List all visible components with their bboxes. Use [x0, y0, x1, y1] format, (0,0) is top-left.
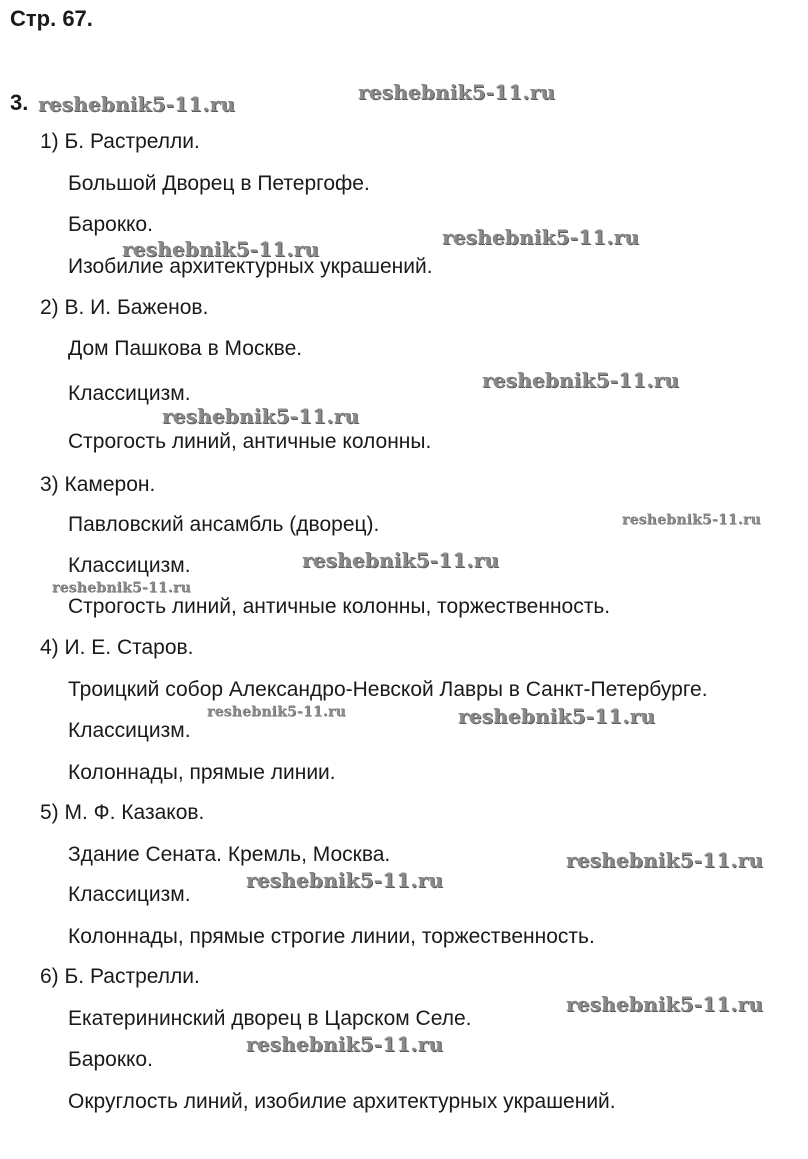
list-item-head: 4) И. Е. Старов. — [40, 636, 194, 659]
list-item-detail: Строгость линий, античные колонны. — [68, 430, 432, 453]
watermark: reshebnik5-11.ru — [482, 368, 680, 392]
watermark: reshebnik5-11.ru — [52, 580, 191, 596]
watermark: reshebnik5-11.ru — [302, 548, 500, 572]
list-item-head: 6) Б. Растрелли. — [40, 965, 200, 988]
list-item-detail: Барокко. — [68, 1048, 153, 1071]
list-item-detail: Троицкий собор Александро-Невской Лавры в Санкт-Петербурге. — [68, 678, 708, 701]
list-item-detail: Изобилие архитектурных украшений. — [68, 255, 433, 278]
task-number: 3. — [10, 90, 29, 115]
list-item-head: 2) В. И. Баженов. — [40, 296, 209, 319]
page-title: Стр. 67. — [10, 6, 93, 31]
list-item-detail: Павловский ансамбль (дворец). — [68, 513, 380, 536]
list-item-detail: Колоннады, прямые строгие линии, торжественность. — [68, 925, 595, 948]
list-item-detail: Классицизм. — [68, 883, 191, 906]
list-item-detail: Округлость линий, изобилие архитектурных украшений. — [68, 1090, 616, 1113]
list-item-detail: Барокко. — [68, 213, 153, 236]
list-item-detail: Колоннады, прямые линии. — [68, 761, 336, 784]
watermark: reshebnik5-11.ru — [622, 512, 761, 528]
list-item-head: 3) Камерон. — [40, 473, 156, 496]
watermark: reshebnik5-11.ru — [566, 848, 764, 872]
list-item-detail: Здание Сената. Кремль, Москва. — [68, 843, 391, 866]
watermark: reshebnik5-11.ru — [162, 404, 360, 428]
watermark: reshebnik5-11.ru — [246, 1032, 444, 1056]
watermark: reshebnik5-11.ru — [207, 704, 346, 720]
watermark: reshebnik5-11.ru — [38, 92, 236, 116]
list-item-detail: Большой Дворец в Петергофе. — [68, 172, 370, 195]
list-item-head: 5) М. Ф. Казаков. — [40, 801, 205, 824]
watermark: reshebnik5-11.ru — [442, 225, 640, 249]
list-item-detail: Классицизм. — [68, 719, 191, 742]
list-item-detail: Строгость линий, античные колонны, торжественность. — [68, 595, 611, 618]
list-item-detail: Классицизм. — [68, 382, 191, 405]
watermark: reshebnik5-11.ru — [458, 704, 656, 728]
list-item-detail: Дом Пашкова в Москве. — [68, 337, 303, 360]
watermark: reshebnik5-11.ru — [122, 237, 320, 261]
list-item-head: 1) Б. Растрелли. — [40, 130, 200, 153]
watermark: reshebnik5-11.ru — [566, 992, 764, 1016]
watermark: reshebnik5-11.ru — [358, 80, 556, 104]
list-item-detail: Екатерининский дворец в Царском Селе. — [68, 1007, 472, 1030]
list-item-detail: Классицизм. — [68, 554, 191, 577]
watermark: reshebnik5-11.ru — [246, 868, 444, 892]
